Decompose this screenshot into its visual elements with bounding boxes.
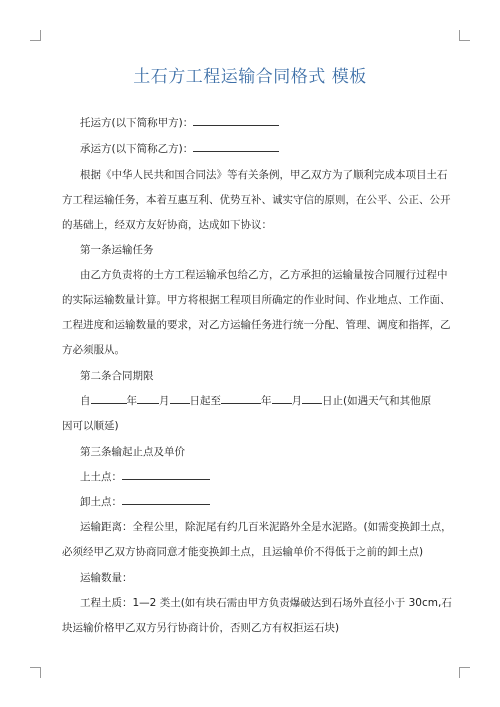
start-year-blank[interactable] (91, 393, 127, 404)
end-day-blank[interactable] (302, 393, 322, 404)
paragraph-line: 方必须服从。 (62, 344, 125, 356)
consignor-label: 托运方(以下简称甲方)： (80, 117, 194, 129)
consignor-blank[interactable] (193, 115, 279, 126)
contract-period-line (80, 393, 431, 408)
paragraph-line: 块运输价格甲乙双方另行协商计价，否则乙方有权拒运石块) (62, 622, 340, 634)
loading-point-line (80, 469, 210, 484)
section-heading: 第一条运输任务 (80, 244, 154, 256)
carrier-label: 承运方(以下简称乙方)： (80, 143, 194, 155)
carrier-blank[interactable] (193, 141, 279, 152)
end-month-blank[interactable] (272, 393, 292, 404)
period-text: 年 (261, 395, 272, 407)
period-text: 年 (126, 395, 137, 407)
period-text: 自 (80, 395, 91, 407)
paragraph-line: 运输数量： (80, 572, 133, 584)
paragraph-line: 根据《中华人民共和国合同法》等有关条例，甲乙双方为了顺利完成本项目土石 (80, 169, 448, 181)
paragraph-line: 由乙方负责将的土方工程运输承包给乙方，乙方承担的运输量按合同履行过程中 (80, 269, 448, 281)
paragraph-line: 工程土质：1—2 类土(如有块石需由甲方负责爆破达到石场外直径小于 30cm,石 (80, 597, 452, 609)
section-heading: 第二条合同期限 (80, 370, 154, 382)
start-day-blank[interactable] (170, 393, 190, 404)
carrier-line (80, 141, 279, 156)
page-corner-mark (30, 30, 41, 41)
consignor-line (80, 115, 279, 130)
page-corner-mark (459, 667, 470, 678)
unloading-point-line (80, 494, 210, 509)
period-text: 日起至 (189, 395, 221, 407)
paragraph-line: 的实际运输数量计算。甲方将根据工程项目所确定的作业时间、作业地点、工作面、 (62, 294, 451, 306)
period-text: 月 (291, 395, 302, 407)
unloading-point-label: 卸土点： (80, 496, 122, 508)
paragraph-line: 运输距离：全程公里，除泥尾有约几百米泥路外全是水泥路。(如需变换卸土点， (80, 521, 452, 533)
unloading-point-blank[interactable] (122, 494, 210, 505)
period-text: 日止(如遇天气和其他原 (322, 395, 432, 407)
paragraph-line: 必须经甲乙双方协商同意才能变换卸土点，且运输单价不得低于之前的卸土点) (62, 546, 424, 558)
end-year-blank[interactable] (221, 393, 261, 404)
paragraph-line: 方工程运输任务，本着互惠互利、优势互补、诚实守信的原则，在公平、公正、公开 (62, 194, 451, 206)
page-corner-mark (30, 667, 41, 678)
section-heading: 第三条输起止点及单价 (80, 446, 185, 458)
paragraph-line: 因可以顺延) (62, 420, 119, 432)
loading-point-blank[interactable] (122, 469, 210, 480)
document-title: 土石方工程运输合同格式 模板 (133, 67, 367, 87)
loading-point-label: 上土点： (80, 471, 122, 483)
paragraph-line: 的基础上，经双方友好协商，达成如下协议： (62, 219, 272, 231)
page-corner-mark (459, 30, 470, 41)
paragraph-line: 工程进度和运输数量的要求，对乙方运输任务进行统一分配、管理、调度和指挥，乙 (62, 319, 451, 331)
period-text: 月 (159, 395, 170, 407)
start-month-blank[interactable] (137, 393, 159, 404)
